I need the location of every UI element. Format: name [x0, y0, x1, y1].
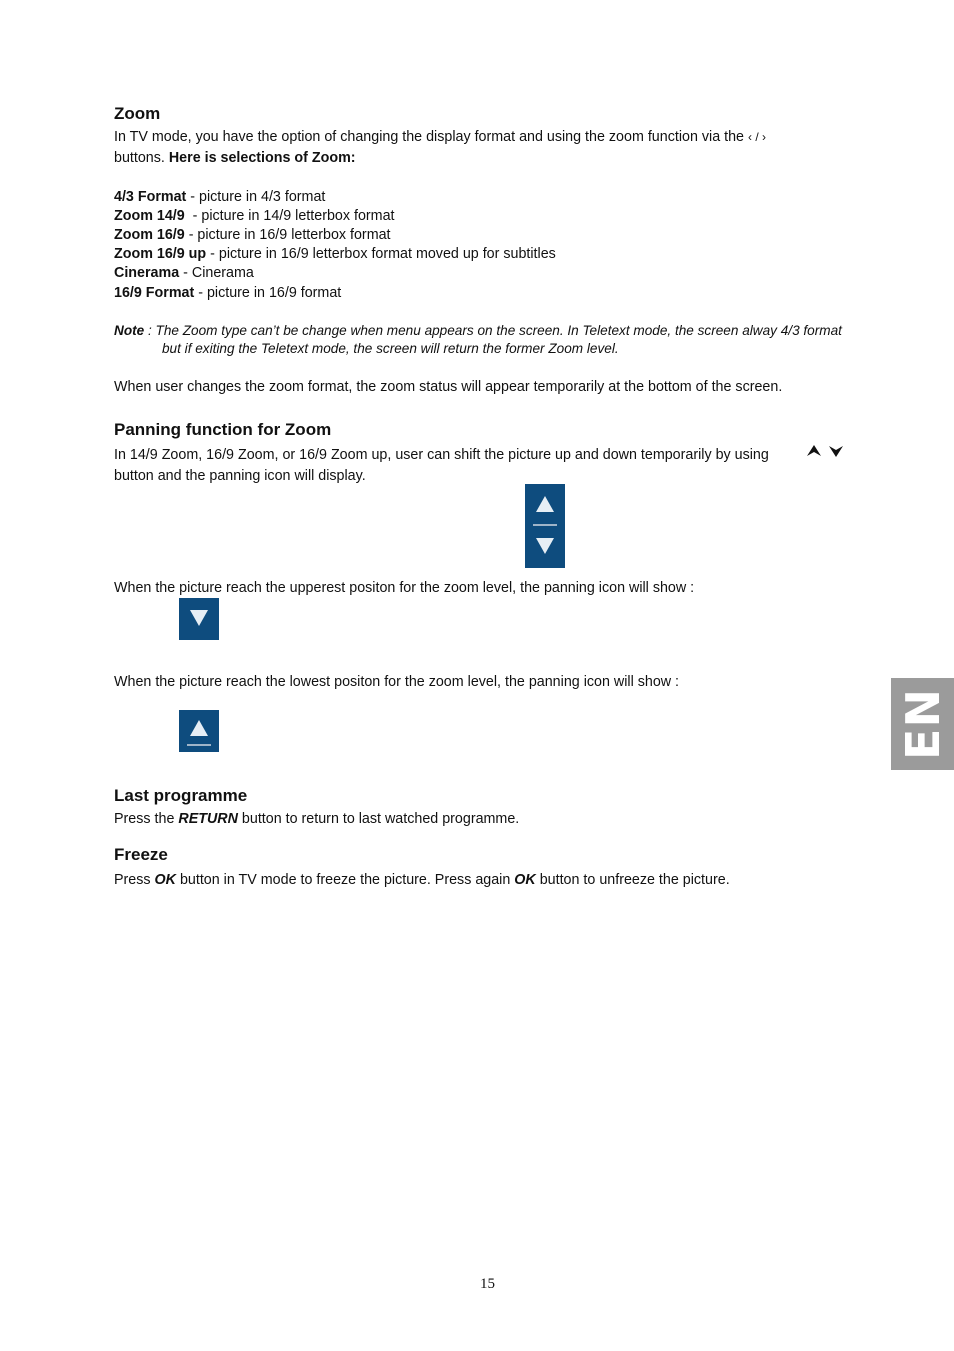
format-desc: - picture in 14/9 letterbox format: [184, 208, 395, 224]
last-programme-text-a: Press the: [114, 811, 179, 827]
left-right-arrows-icon: ‹ / ›: [747, 130, 766, 144]
freeze-heading: Freeze: [114, 845, 168, 864]
format-name: Cinerama: [114, 265, 180, 281]
language-tab: [891, 678, 954, 770]
zoom-intro-text: In TV mode, you have the option of changing the display format and using the zoom function via the: [114, 129, 744, 145]
zoom-note-line2: but if exiting the Teletext mode, the screen will return the former Zoom level.: [162, 341, 619, 356]
freeze-text-a: Press: [114, 872, 155, 888]
format-list-item: [114, 263, 254, 283]
format-desc: - picture in 16/9 format: [194, 285, 342, 301]
last-programme-text-b: button to return to last watched programme.: [237, 811, 520, 827]
up-down-keys-icon: [806, 443, 846, 459]
down-arrow-icon: [179, 598, 219, 640]
page-number: 15: [480, 1276, 495, 1292]
up-down-arrows-icon: [525, 484, 565, 568]
panning-line2: button and the panning icon will display.: [114, 468, 366, 484]
freeze-text: [114, 870, 730, 890]
format-name: Zoom 16/9: [114, 227, 185, 243]
zoom-intro-buttons: buttons.: [114, 150, 165, 166]
panning-line1: [114, 445, 769, 465]
last-programme-text: [114, 809, 519, 829]
last-programme-heading: Last programme: [114, 786, 248, 805]
zoom-note-line1: [114, 322, 842, 340]
note-text: : The Zoom type can’t be change when menu appears on the screen. In Teletext mode, the screen alway 4/3 format: [144, 323, 842, 338]
ok-key-label: OK: [154, 872, 176, 888]
format-name: Zoom 16/9 up: [114, 246, 207, 262]
format-desc: - picture in 16/9 letterbox format: [184, 227, 391, 243]
note-label: Note: [114, 323, 145, 338]
format-desc: - Cinerama: [179, 265, 254, 281]
zoom-heading: Zoom: [114, 104, 161, 123]
language-tab-label: EN: [895, 688, 950, 760]
format-list-item: [114, 244, 556, 264]
return-key-label: RETURN: [178, 811, 238, 827]
format-list-item: [114, 206, 395, 226]
format-list-item: [114, 225, 391, 245]
format-desc: - picture in 4/3 format: [186, 189, 326, 205]
panning-upper-text: When the picture reach the upperest positon for the zoom level, the panning icon will show :: [114, 580, 695, 596]
panning-heading: Panning function for Zoom: [114, 420, 332, 439]
ok-key-label: OK: [514, 872, 536, 888]
format-name: 4/3 Format: [114, 189, 187, 205]
format-list-item: [114, 187, 325, 207]
freeze-text-b: button in TV mode to freeze the picture. Press again: [175, 872, 515, 888]
zoom-intro-line2: [114, 148, 356, 168]
zoom-selections-label: Here is selections of Zoom:: [168, 150, 356, 166]
freeze-text-c: button to unfreeze the picture.: [535, 872, 730, 888]
format-list-item: [114, 283, 341, 303]
up-arrow-icon: [179, 710, 219, 752]
format-desc: - picture in 16/9 letterbox format moved up for subtitles: [206, 246, 556, 262]
panning-text: In 14/9 Zoom, 16/9 Zoom, or 16/9 Zoom up, user can shift the picture up and down temporarily by using: [114, 447, 769, 463]
zoom-status-text: When user changes the zoom format, the zoom status will appear temporarily at the bottom of the screen.: [114, 379, 783, 395]
format-name: Zoom 14/9: [114, 208, 185, 224]
zoom-intro-line1: [114, 127, 766, 147]
panning-lower-text: When the picture reach the lowest positon for the zoom level, the panning icon will show :: [114, 674, 680, 690]
format-name: 16/9 Format: [114, 285, 195, 301]
